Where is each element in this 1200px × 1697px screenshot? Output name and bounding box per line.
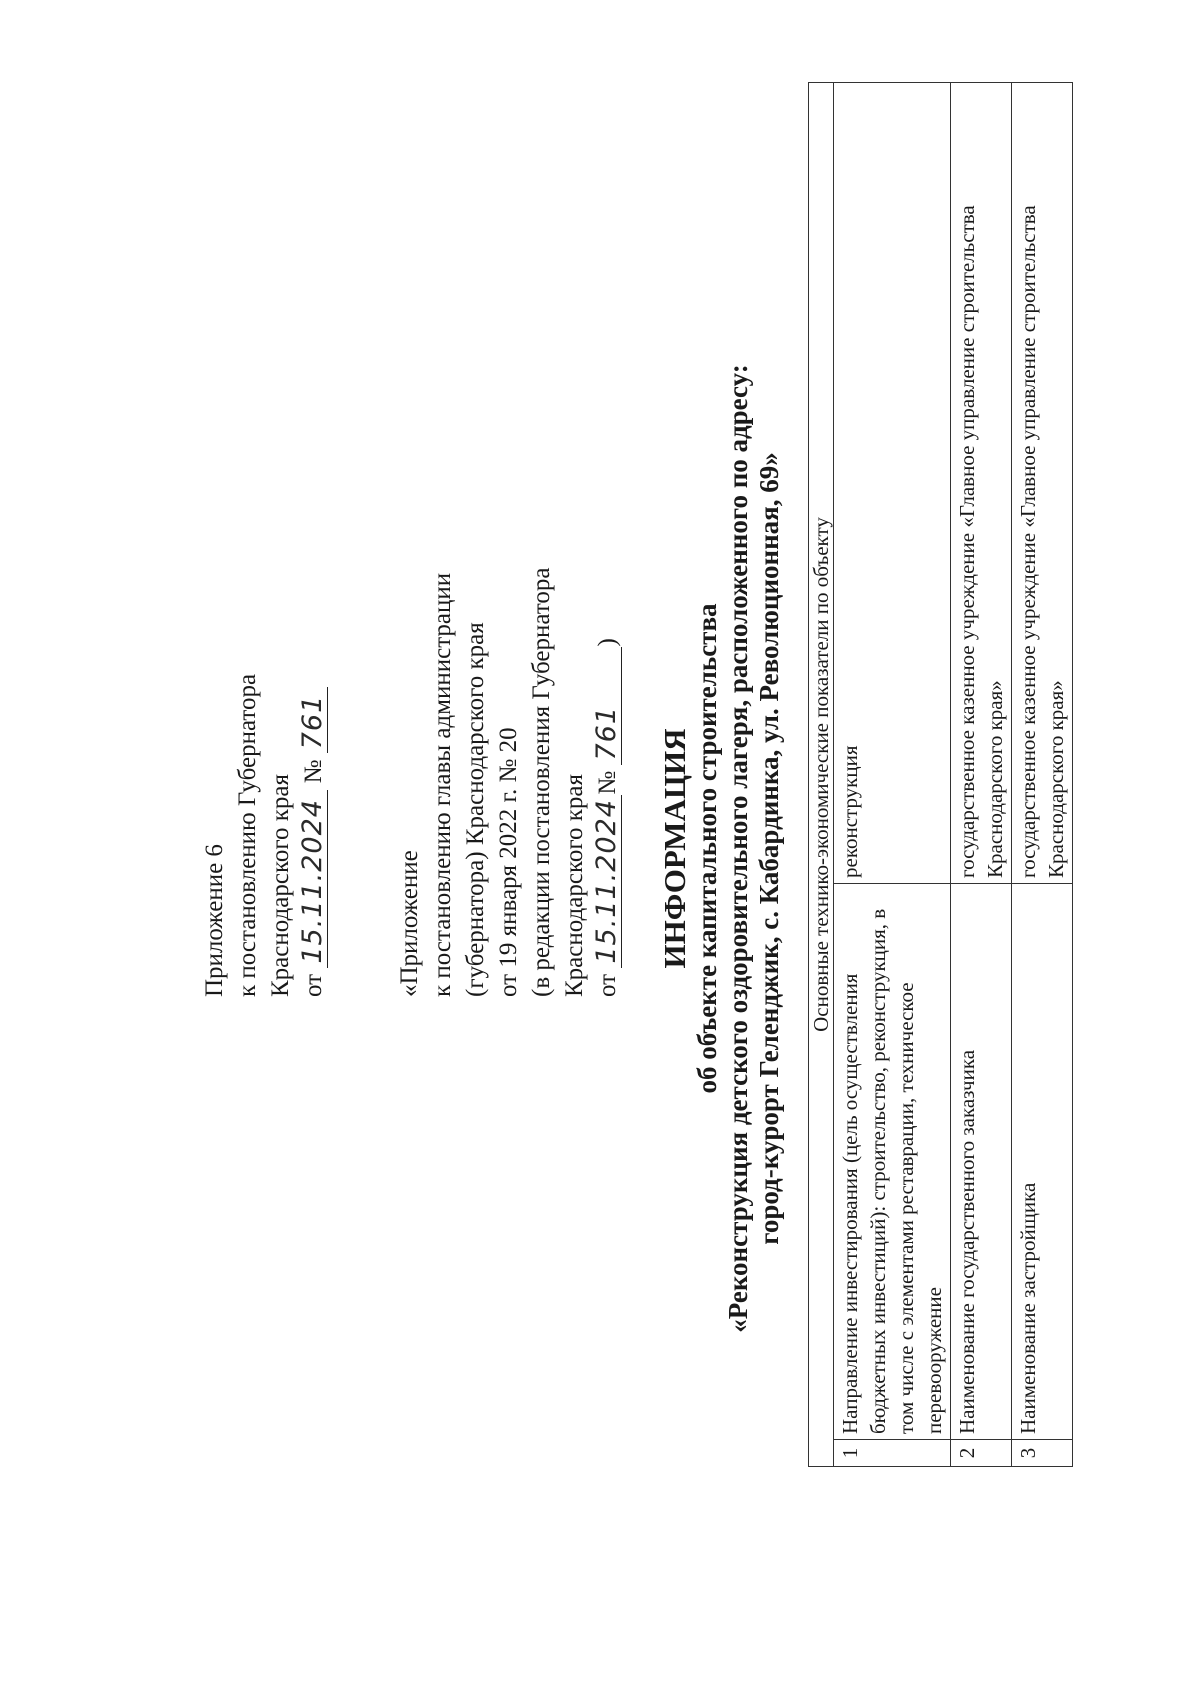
row-value: реконструкция bbox=[834, 83, 951, 884]
original-appendix-line: от 19 января 2022 г. № 20 bbox=[495, 727, 522, 997]
title-line: город-курорт Геленджик, с. Кабардинка, ул. Революционная, 69» bbox=[754, 452, 784, 1245]
row-value: государственное казенное учреждение «Главное управление строительства Краснодарского края» bbox=[1012, 83, 1073, 884]
closing-parenthesis: ) bbox=[594, 638, 621, 647]
original-appendix-line: Краснодарского края bbox=[561, 774, 588, 997]
table-row bbox=[951, 83, 1012, 1467]
original-appendix-line: «Приложение bbox=[396, 850, 423, 997]
handwritten-number: 761 bbox=[299, 687, 328, 753]
date-prefix: от bbox=[300, 973, 327, 997]
original-appendix-line: (губернатора) Краснодарского края bbox=[462, 622, 489, 997]
original-appendix-line: (в редакции постановления Губернатора bbox=[528, 567, 555, 997]
row-label: Наименование застройщика bbox=[1012, 884, 1073, 1440]
row-label: Направление инвестирования (цель осуществления бюджетных инвестиций): строительство, реконструкция, в том числе с элементами реставрации, техническое перевооружение bbox=[834, 884, 951, 1440]
appendix-block bbox=[198, 377, 330, 997]
number-prefix: № bbox=[300, 759, 327, 784]
row-label: Наименование государственного заказчика bbox=[951, 884, 1012, 1440]
document-title-block bbox=[658, 0, 785, 1697]
handwritten-number: 761 bbox=[593, 647, 622, 765]
appendix-line: Приложение 6 bbox=[201, 844, 228, 997]
table-header-cell: Основные технико-экономические показатели по объекту bbox=[809, 83, 834, 1467]
date-prefix: от bbox=[594, 973, 621, 997]
original-appendix-block bbox=[393, 277, 624, 997]
original-appendix-date-line bbox=[591, 277, 624, 997]
indicators-table bbox=[808, 82, 1073, 1467]
row-number: 3 bbox=[1012, 1440, 1073, 1467]
appendix-line: Краснодарского края bbox=[267, 774, 294, 997]
table-row bbox=[1012, 83, 1073, 1467]
handwritten-date: 15.11.2024 bbox=[299, 790, 328, 968]
appendix-date-line bbox=[297, 377, 330, 997]
title-line: об объекте капитального строительства bbox=[692, 603, 722, 1094]
original-appendix-line: к постановлению главы администрации bbox=[429, 572, 456, 997]
table-header-row bbox=[809, 83, 834, 1467]
row-number: 1 bbox=[834, 1440, 951, 1467]
number-prefix: № bbox=[594, 770, 621, 795]
handwritten-date: 15.11.2024 bbox=[593, 795, 622, 968]
table-row bbox=[834, 83, 951, 1467]
row-value: государственное казенное учреждение «Главное управление строительства Краснодарского края» bbox=[951, 83, 1012, 884]
document-heading: ИНФОРМАЦИЯ bbox=[657, 728, 692, 969]
title-line: «Реконструкция детского оздоровительного лагеря, расположенного по адресу: bbox=[723, 364, 753, 1333]
row-number: 2 bbox=[951, 1440, 1012, 1467]
appendix-line: к постановлению Губернатора bbox=[234, 673, 261, 997]
